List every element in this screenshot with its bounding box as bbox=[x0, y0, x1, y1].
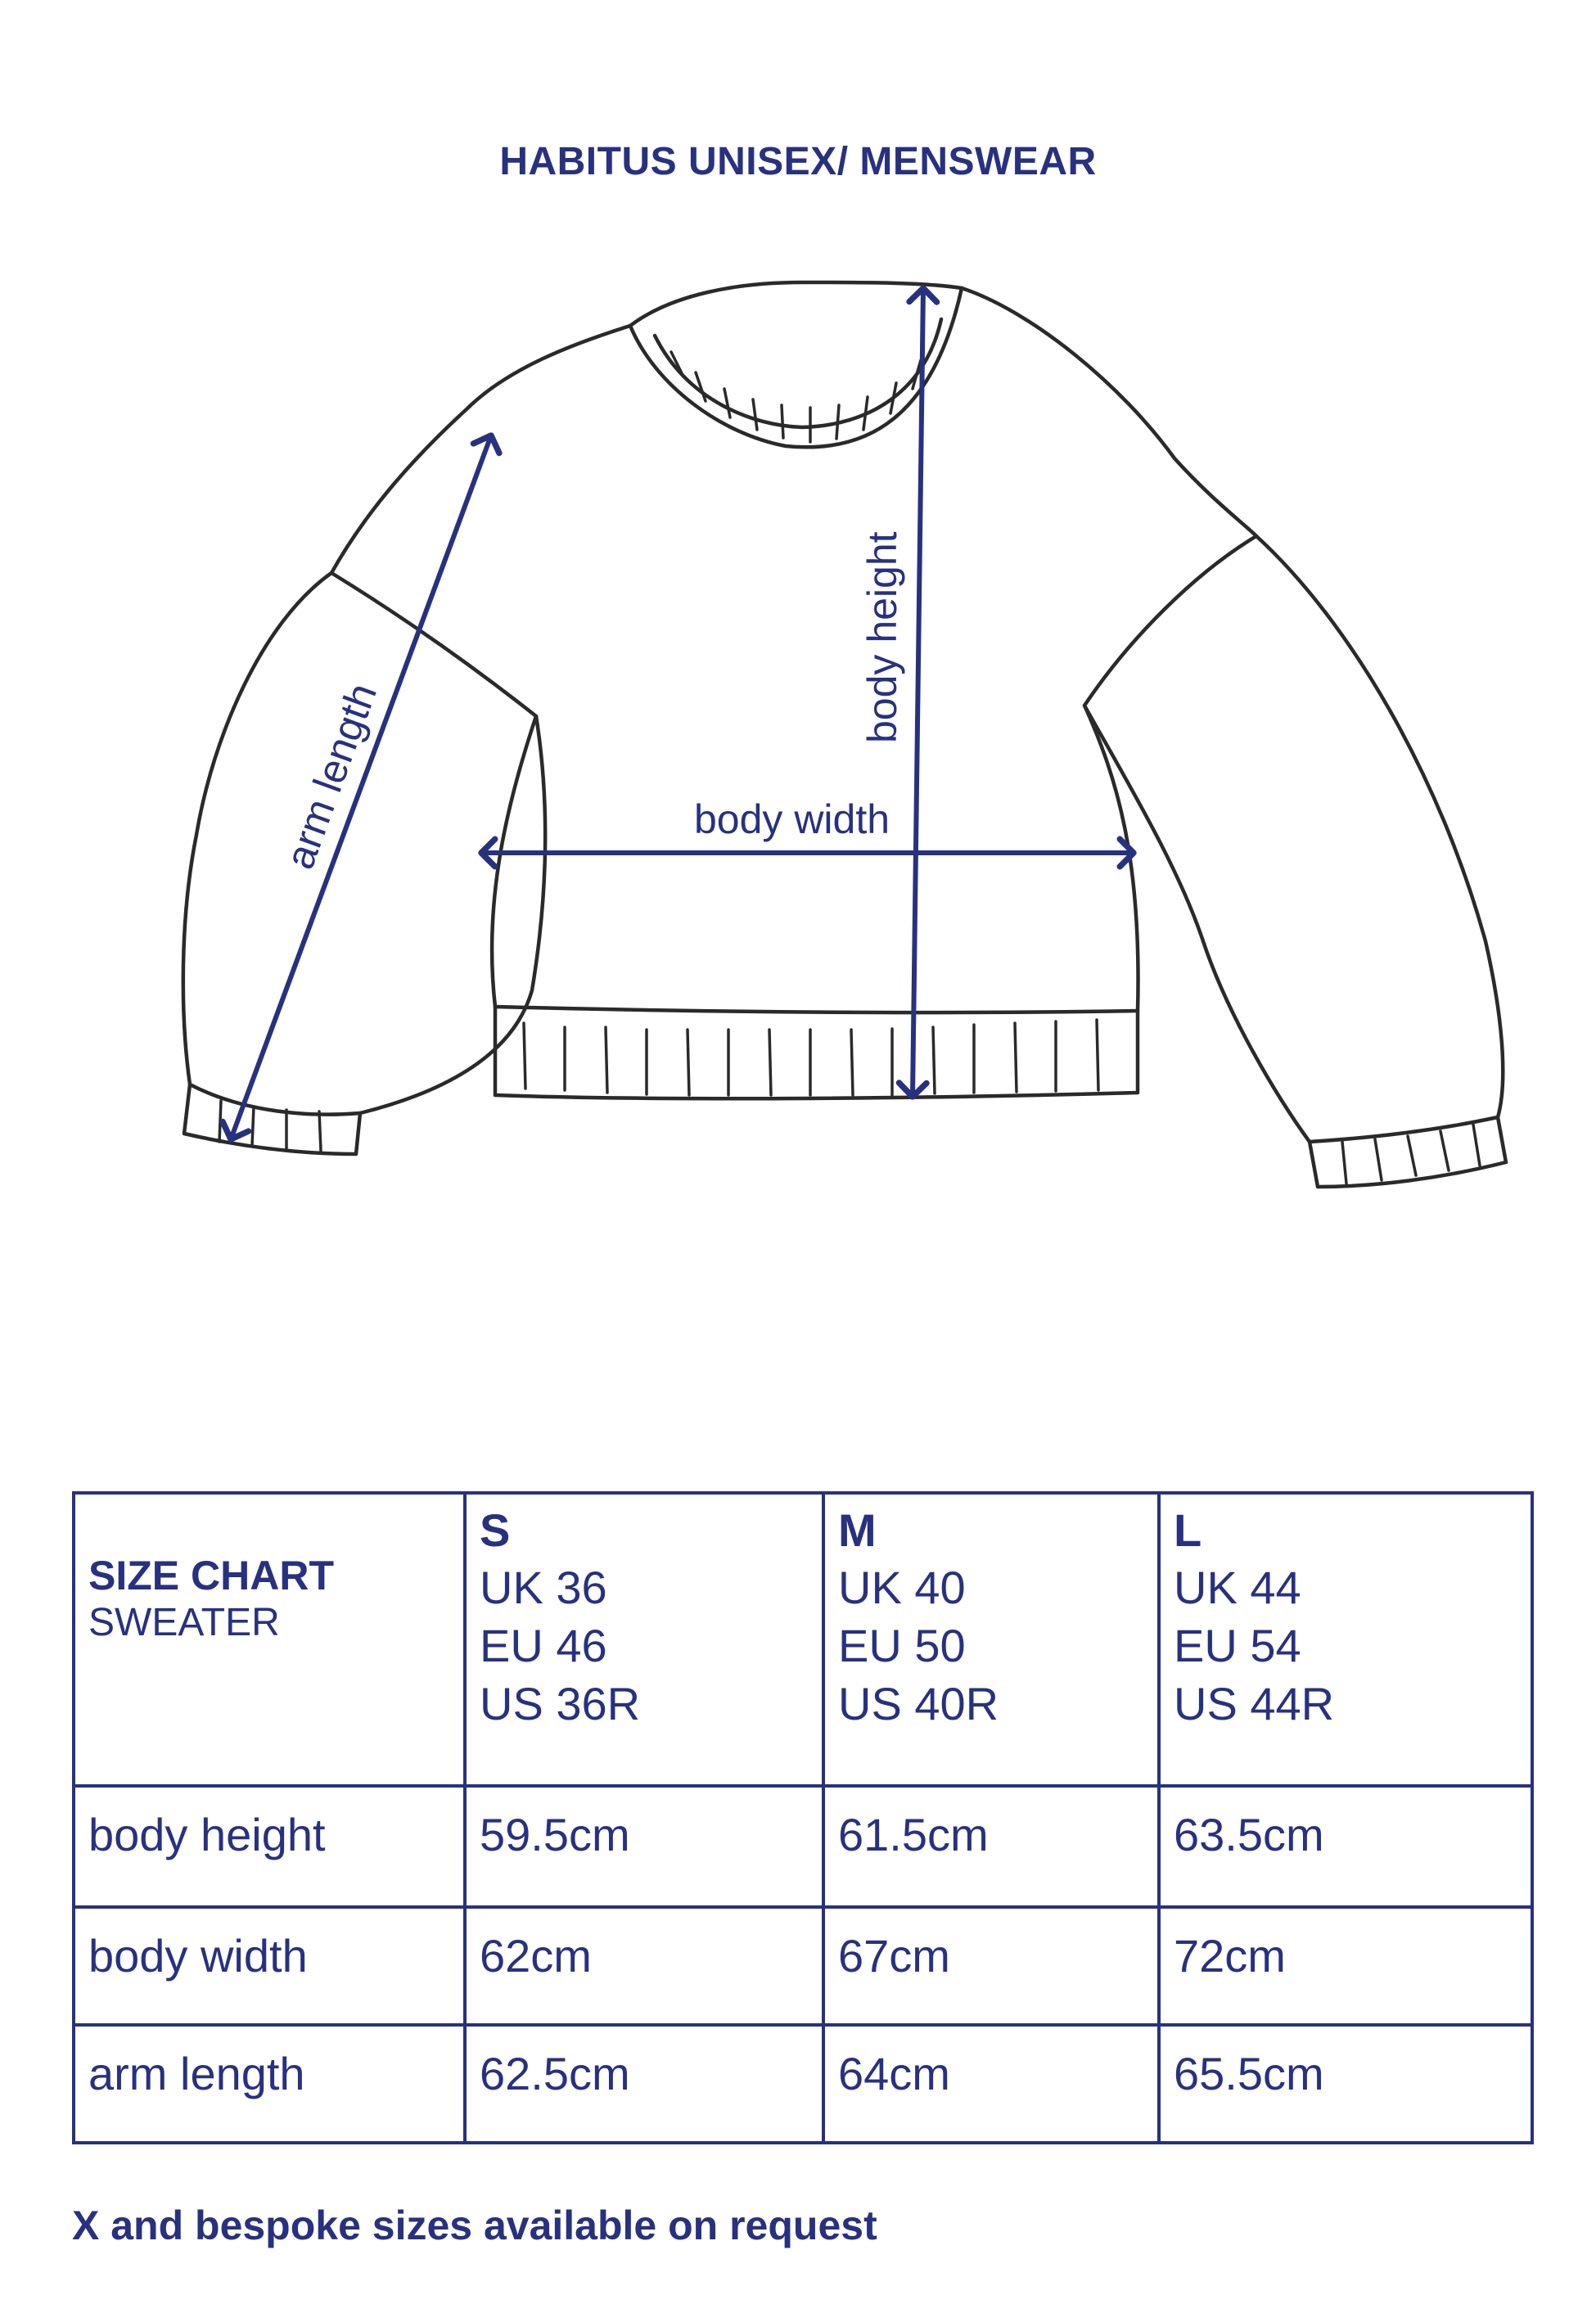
size-eu: EU 54 bbox=[1174, 1620, 1301, 1671]
size-uk: UK 36 bbox=[480, 1562, 607, 1613]
table-cell: 59.5cm bbox=[465, 1786, 823, 1907]
arm-length-arrow bbox=[231, 435, 491, 1139]
size-us: US 36R bbox=[480, 1678, 641, 1729]
size-us: US 44R bbox=[1174, 1678, 1335, 1729]
body-height-arrow bbox=[913, 288, 923, 1097]
row-label: body width bbox=[74, 1907, 465, 2025]
row-label: arm length bbox=[74, 2025, 465, 2143]
table-cell: 64cm bbox=[823, 2025, 1159, 2143]
size-column-s bbox=[465, 1493, 823, 1786]
size-eu: EU 46 bbox=[480, 1620, 607, 1671]
table-cell: 62.5cm bbox=[465, 2025, 823, 2143]
table-row bbox=[74, 2025, 1532, 2143]
page-title: HABITUS UNISEX/ MENSWEAR bbox=[499, 140, 1097, 183]
table-cell: 67cm bbox=[823, 1907, 1159, 2025]
size-uk: UK 40 bbox=[838, 1562, 966, 1613]
size-column-l bbox=[1159, 1493, 1532, 1786]
table-cell: 63.5cm bbox=[1159, 1786, 1532, 1907]
size-letter: M bbox=[838, 1504, 877, 1556]
size-header-row bbox=[74, 1493, 1532, 1786]
size-chart-table bbox=[72, 1491, 1534, 2144]
arm-length-label: arm length bbox=[276, 677, 386, 875]
table-cell: 62cm bbox=[465, 1907, 823, 2025]
footnote: X and bespoke sizes available on request bbox=[72, 2203, 877, 2248]
chart-title-cell bbox=[74, 1493, 465, 1786]
size-uk: UK 44 bbox=[1174, 1562, 1301, 1613]
body-height-label: body height bbox=[859, 531, 905, 743]
size-letter: S bbox=[480, 1504, 511, 1556]
body-width-label: body width bbox=[694, 796, 890, 842]
table-cell: 72cm bbox=[1159, 1907, 1532, 2025]
chart-subtitle: SWEATER bbox=[88, 1601, 280, 1644]
size-letter: L bbox=[1174, 1504, 1202, 1556]
size-column-m bbox=[823, 1493, 1159, 1786]
chart-title: SIZE CHART bbox=[88, 1553, 334, 1598]
size-us: US 40R bbox=[838, 1678, 999, 1729]
ribbing-lines bbox=[219, 352, 1480, 1184]
table-cell: 61.5cm bbox=[823, 1786, 1159, 1907]
row-label: body height bbox=[74, 1786, 465, 1907]
size-eu: EU 50 bbox=[838, 1620, 966, 1671]
table-row bbox=[74, 1907, 1532, 2025]
table-row bbox=[74, 1786, 1532, 1907]
table-cell: 65.5cm bbox=[1159, 2025, 1532, 2143]
